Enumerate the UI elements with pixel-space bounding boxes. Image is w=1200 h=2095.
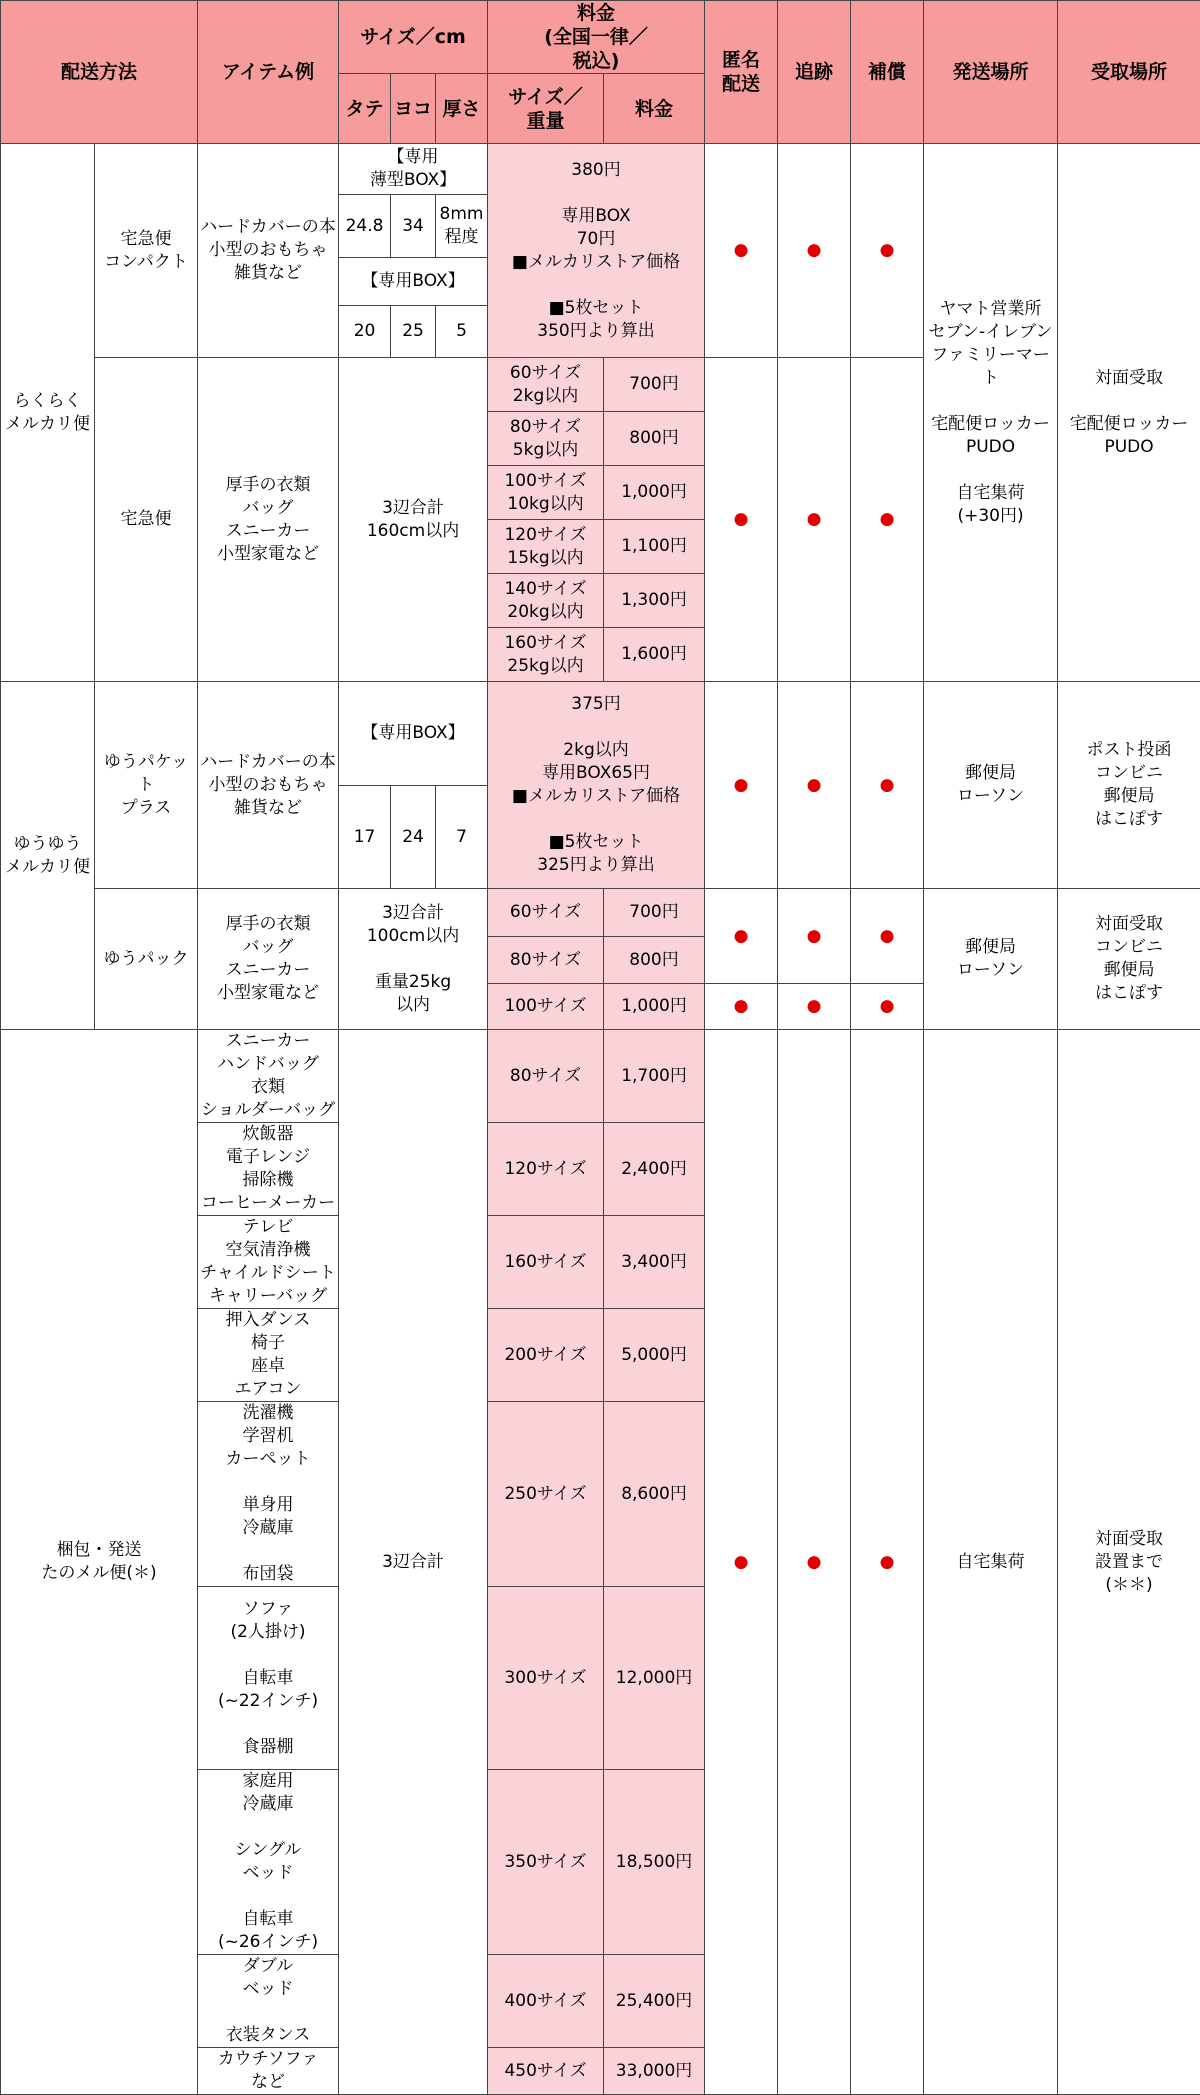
tracking-tanomeru: ● (778, 1030, 851, 2095)
anonymous-takkyubin: ● (705, 358, 778, 682)
rate-size: 160サイズ (488, 1216, 604, 1309)
tracking-yupack-100: ● (778, 984, 851, 1030)
rate-price: 1,000円 (604, 466, 705, 520)
rate-price: 2,400円 (604, 1123, 705, 1216)
header-tate: タテ (339, 74, 391, 144)
method-yupack: ゆうパック (95, 889, 198, 1030)
rate-size: 400サイズ (488, 1955, 604, 2048)
rate-size: 200サイズ (488, 1309, 604, 1402)
thin-atsusa: 8mm 程度 (436, 195, 488, 258)
compensation-tanomeru: ● (851, 1030, 924, 2095)
rate-price: 700円 (604, 358, 705, 412)
rate-price: 5,000円 (604, 1309, 705, 1402)
compensation-yupack-100: ● (851, 984, 924, 1030)
rate-price: 800円 (604, 937, 705, 984)
items-compact: ハードカバーの本 小型のおもちゃ 雑貨など (198, 144, 339, 358)
anonymous-tanomeru: ● (705, 1030, 778, 2095)
group-tanomeru: 梱包・発送 たのメル便(＊) (1, 1030, 198, 2095)
method-takkyubin: 宅急便 (95, 358, 198, 682)
receive-at-yupack: 対面受取 コンビニ 郵便局 はこぽす (1058, 889, 1200, 1030)
method-packet-plus: ゆうパケット プラス (95, 682, 198, 889)
rate-size: 140サイズ 20kg以内 (488, 574, 604, 628)
rate-price: 18,500円 (604, 1770, 705, 1955)
packet-yoko: 24 (391, 786, 436, 889)
receive-at-tanomeru: 対面受取 設置まで (＊＊) (1058, 1030, 1200, 2095)
anonymous-compact: ● (705, 144, 778, 358)
header-anonymous: 匿名 配送 (705, 1, 778, 144)
rate-size: 60サイズ (488, 889, 604, 937)
tracking-packet-plus: ● (778, 682, 851, 889)
anonymous-yupack: ● (705, 889, 778, 984)
rate-price: 1,000円 (604, 984, 705, 1030)
header-fee: 料金 (全国一律／ 税込) (488, 1, 705, 74)
tanomeru-items: カウチソファ など (198, 2048, 339, 2095)
compensation-packet-plus: ● (851, 682, 924, 889)
header-yoko: ヨコ (391, 74, 436, 144)
thin-box-label: 【専用 薄型BOX】 (339, 144, 488, 195)
method-compact: 宅急便 コンパクト (95, 144, 198, 358)
ship-from-packet-plus: 郵便局 ローソン (924, 682, 1058, 889)
size-takkyubin: 3辺合計 160cm以内 (339, 358, 488, 682)
box-label: 【専用BOX】 (339, 258, 488, 306)
ship-from-tanomeru: 自宅集荷 (924, 1030, 1058, 2095)
header-items: アイテム例 (198, 1, 339, 144)
header-method: 配送方法 (1, 1, 198, 144)
tracking-compact: ● (778, 144, 851, 358)
rate-price: 33,000円 (604, 2048, 705, 2095)
rate-price: 25,400円 (604, 1955, 705, 2048)
packet-tate: 17 (339, 786, 391, 889)
tanomeru-items: 炊飯器 電子レンジ 掃除機 コーヒーメーカー (198, 1123, 339, 1216)
tanomeru-items: ソファ (2人掛け) 自転車 (~22インチ) 食器棚 (198, 1587, 339, 1770)
rate-size: 80サイズ (488, 1030, 604, 1123)
group-rakuraku: らくらく メルカリ便 (1, 144, 95, 682)
rate-size: 120サイズ 15kg以内 (488, 520, 604, 574)
rate-size: 160サイズ 25kg以内 (488, 628, 604, 682)
ship-from-yupack: 郵便局 ローソン (924, 889, 1058, 1030)
rate-size: 450サイズ (488, 2048, 604, 2095)
header-size: サイズ／cm (339, 1, 488, 74)
rate-price: 1,100円 (604, 520, 705, 574)
rate-size: 80サイズ 5kg以内 (488, 412, 604, 466)
anonymous-yupack-100: ● (705, 984, 778, 1030)
tanomeru-items: 洗濯機 学習机 カーペット 単身用 冷蔵庫 布団袋 (198, 1402, 339, 1587)
header-tracking: 追跡 (778, 1, 851, 144)
thin-tate: 24.8 (339, 195, 391, 258)
header-atsusa: 厚さ (436, 74, 488, 144)
header-compensation: 補償 (851, 1, 924, 144)
size-yupack: 3辺合計 100cm以内 重量25kg 以内 (339, 889, 488, 1030)
packet-box-label: 【専用BOX】 (339, 682, 488, 786)
rate-price: 12,000円 (604, 1587, 705, 1770)
rate-price: 700円 (604, 889, 705, 937)
header-ship-from: 発送場所 (924, 1, 1058, 144)
tracking-takkyubin: ● (778, 358, 851, 682)
rate-size: 350サイズ (488, 1770, 604, 1955)
group-yuyu: ゆうゆう メルカリ便 (1, 682, 95, 1030)
tracking-yupack: ● (778, 889, 851, 984)
rate-size: 250サイズ (488, 1402, 604, 1587)
header-size-weight: サイズ／ 重量 (488, 74, 604, 144)
ship-from-rakuraku: ヤマト営業所 セブン-イレブン ファミリーマート 宅配便ロッカー PUDO 自宅集荷 (+30円) (924, 144, 1058, 682)
rate-price: 1,600円 (604, 628, 705, 682)
rate-size: 100サイズ 10kg以内 (488, 466, 604, 520)
tanomeru-items: スニーカー ハンドバッグ 衣類 ショルダーバッグ (198, 1030, 339, 1123)
anonymous-packet-plus: ● (705, 682, 778, 889)
items-takkyubin: 厚手の衣類 バッグ スニーカー 小型家電など (198, 358, 339, 682)
thin-yoko: 34 (391, 195, 436, 258)
rate-price: 1,700円 (604, 1030, 705, 1123)
rate-price: 8,600円 (604, 1402, 705, 1587)
receive-at-rakuraku: 対面受取 宅配便ロッカー PUDO (1058, 144, 1200, 682)
rate-size: 60サイズ 2kg以内 (488, 358, 604, 412)
rate-price: 3,400円 (604, 1216, 705, 1309)
tanomeru-items: テレビ 空気清浄機 チャイルドシート キャリーバッグ (198, 1216, 339, 1309)
tanomeru-items: 押入ダンス 椅子 座卓 エアコン (198, 1309, 339, 1402)
rate-size: 100サイズ (488, 984, 604, 1030)
box-yoko: 25 (391, 306, 436, 358)
compensation-takkyubin: ● (851, 358, 924, 682)
header-price: 料金 (604, 74, 705, 144)
rate-price: 1,300円 (604, 574, 705, 628)
compensation-compact: ● (851, 144, 924, 358)
rate-size: 120サイズ (488, 1123, 604, 1216)
size-tanomeru: 3辺合計 (339, 1030, 488, 2095)
tanomeru-items: 家庭用 冷蔵庫 シングル ベッド 自転車 (~26インチ) (198, 1770, 339, 1955)
fee-compact: 380円 専用BOX 70円 ■メルカリストア価格 ■5枚セット 350円より算出 (488, 144, 705, 358)
rate-price: 800円 (604, 412, 705, 466)
receive-at-packet-plus: ポスト投函 コンビニ 郵便局 はこぽす (1058, 682, 1200, 889)
items-yupack: 厚手の衣類 バッグ スニーカー 小型家電など (198, 889, 339, 1030)
tanomeru-items: ダブル ベッド 衣装タンス (198, 1955, 339, 2048)
fee-packet-plus: 375円 2kg以内 専用BOX65円 ■メルカリストア価格 ■5枚セット 325円より算出 (488, 682, 705, 889)
compensation-yupack: ● (851, 889, 924, 984)
rate-size: 80サイズ (488, 937, 604, 984)
box-atsusa: 5 (436, 306, 488, 358)
header-receive-at: 受取場所 (1058, 1, 1200, 144)
items-packet-plus: ハードカバーの本 小型のおもちゃ 雑貨など (198, 682, 339, 889)
packet-atsusa: 7 (436, 786, 488, 889)
box-tate: 20 (339, 306, 391, 358)
rate-size: 300サイズ (488, 1587, 604, 1770)
